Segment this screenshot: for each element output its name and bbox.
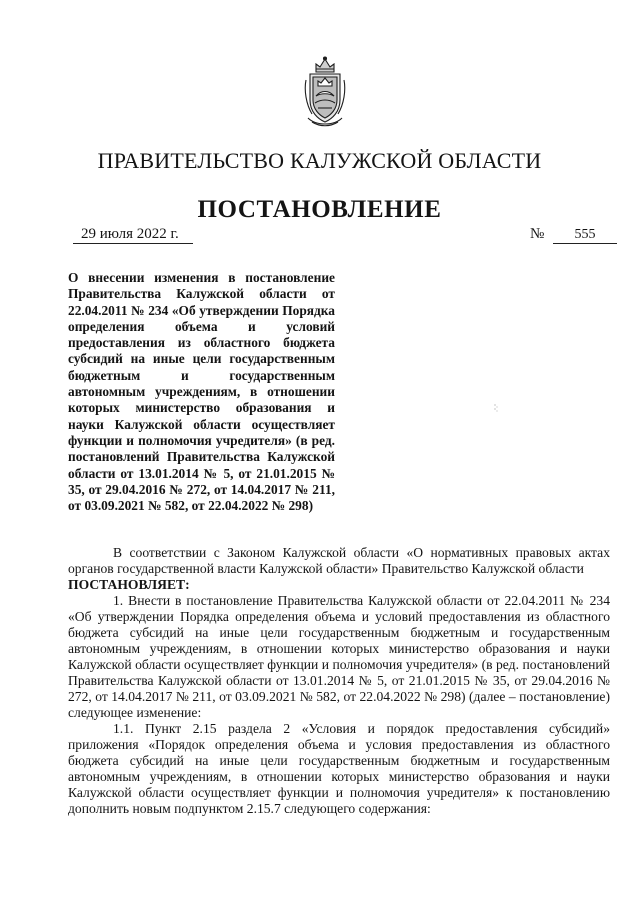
document-type-title: ПОСТАНОВЛЕНИЕ — [197, 196, 442, 223]
resolves-heading: ПОСТАНОВЛЯЕТ: — [68, 577, 190, 592]
document-date: 29 июля 2022 г. — [73, 226, 193, 244]
paragraph-1-1: 1.1. Пункт 2.15 раздела 2 «Условия и порядок предоставления субсидий» приложения «Порядок определения объема и условия предоставления из областного бюджета субсидий на иные цели государственным бюджетным и государственным автономным учреждениям, в отношении которых министерство образования и науки Калужской области осуществляет функции и полномочия учредителя» к постановлению дополнить новым подпунктом 2.15.7 следующего содержания: — [68, 721, 610, 816]
government-title: ПРАВИТЕЛЬСТВО КАЛУЖСКОЙ ОБЛАСТИ — [97, 148, 542, 173]
paragraph-1: 1. Внести в постановление Правительства Калужской области от 22.04.2011 № 234 «Об утверждении Порядка определения объема и условий предоставления из областного бюджета субсидий на иные цели государственным бюджетным и государственным автономным учреждениям, в отношении которых министерство образования и науки Калужской области осуществляет функции и полномочия учредителя» (в ред. постановлений Правительства Калужской области от 13.01.2014 № 5, от 21.01.2015 № 35, от 29.04.2016 № 272, от 14.04.2017 № 211, от 03.09.2021 № 582, от 22.04.2022 № 298) (далее – постановление) следующее изменение: — [68, 593, 610, 720]
coat-of-arms-icon — [302, 56, 348, 128]
document-body — [68, 545, 610, 817]
document-subject: О внесении изменения в постановление Правительства Калужской области от 22.04.2011 № 234 «Об утверждении Порядка определения объема и условий предоставления из областного бюджета субсидий на иные цели государственным бюджетным и государственным автономным учреждениям, в отношении которых министерство образования и науки Калужской области осуществляет функции и полномочия учредителя» (в ред. постановлений Правительства Калужской области от 13.01.2014 № 5, от 21.01.2015 № 35, от 29.04.2016 № 272, от 14.04.2017 № 211, от 03.09.2021 № 582, от 22.04.2022 № 298) — [68, 270, 335, 514]
scan-speck-icon — [493, 404, 499, 412]
document-number: 555 — [553, 226, 617, 244]
document-number-label: № — [530, 226, 545, 242]
preamble-paragraph: В соответствии с Законом Калужской области «О нормативных правовых актах органов государственной власти Калужской области» Правительство Калужской области — [68, 545, 610, 576]
